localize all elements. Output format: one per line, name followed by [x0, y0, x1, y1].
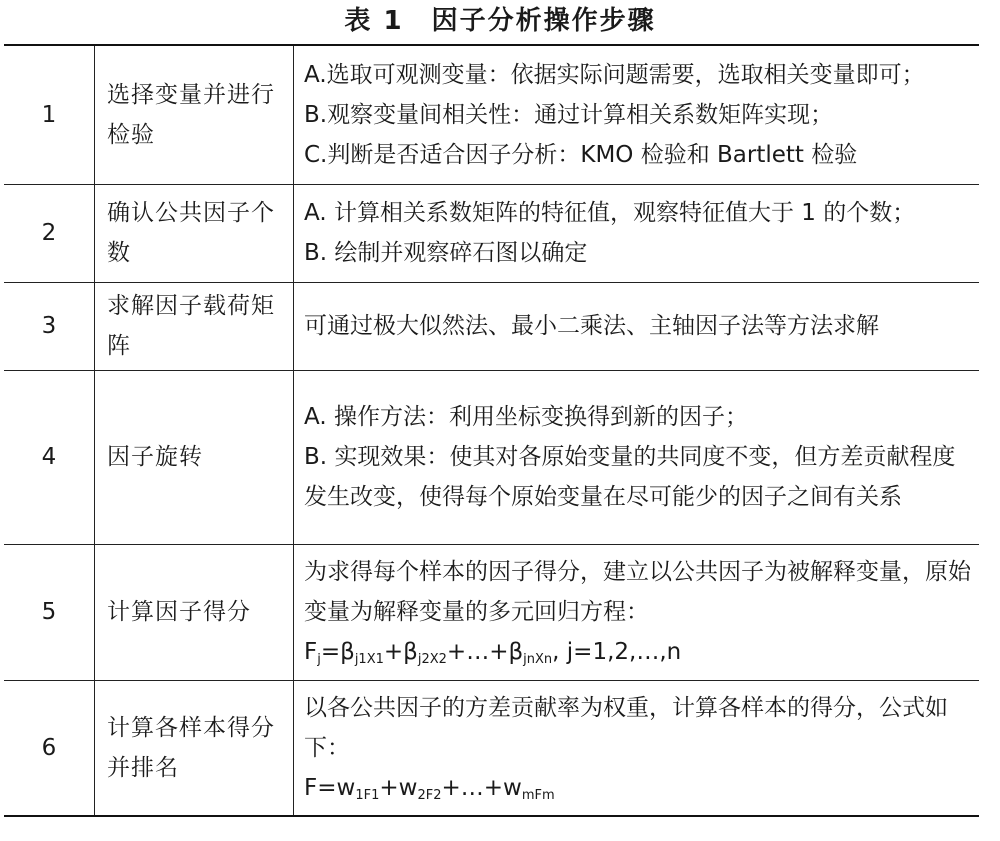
formula-subscript: 1	[375, 652, 384, 667]
step-description	[294, 370, 980, 544]
step-name: 选择变量并进行检验	[95, 45, 294, 184]
score-formula: $F=w_{1F1}+w_{2F2}+\dots+w_{mFm}$	[304, 774, 555, 803]
step-description	[294, 680, 980, 816]
step-name: 计算各样本得分并排名	[95, 680, 294, 816]
formula-subscript: jnX	[523, 652, 544, 667]
step-description	[294, 544, 980, 680]
table-row	[4, 544, 979, 680]
formula-subscript: n	[543, 652, 553, 667]
formula-subscript: 2	[433, 787, 442, 803]
formula-subscript: j2X	[417, 652, 439, 667]
table-row	[4, 45, 979, 184]
step-number: 6	[4, 680, 95, 816]
formula-subscript: 2	[438, 652, 447, 667]
factor-analysis-steps-table	[4, 44, 979, 817]
formula-subscript: j1X	[354, 652, 376, 667]
description-line: A.选取可观测变量：依据实际问题需要，选取相关变量即可；	[304, 61, 925, 88]
step-description	[294, 184, 980, 282]
regression-formula: $F_j=\beta_{j1X1}+\beta_{j2X2}+\dots+\beta_{jnXn}$, j=1,2,…,n	[304, 639, 682, 667]
formula-subscript: 1	[371, 787, 380, 803]
step-number: 4	[4, 370, 95, 544]
step-number: 5	[4, 544, 95, 680]
description-line: C.判断是否适合因子分析：KMO 检验和 Bartlett 检验	[304, 141, 858, 168]
description-line: B. 实现效果：使其对各原始变量的共同度不变，但方差贡献程度发生改变，使得每个原始变量在尽可能少的因子之间有关系	[304, 444, 956, 510]
formula-subscript: mF	[521, 787, 542, 803]
step-name: 计算因子得分	[95, 544, 294, 680]
step-name: 确认公共因子个数	[95, 184, 294, 282]
description-line: 为求得每个样本的因子得分，建立以公共因子为被解释变量，原始变量为解释变量的多元回归方程：	[304, 559, 971, 625]
table-title: 表 1 因子分析操作步骤	[344, 6, 656, 36]
formula-subscript: 2F	[417, 787, 434, 803]
table-row	[4, 184, 979, 282]
table-row	[4, 370, 979, 544]
formula-subscript: m	[541, 787, 555, 803]
step-description	[294, 282, 980, 370]
step-number: 3	[4, 282, 95, 370]
step-number: 1	[4, 45, 95, 184]
description-line: B. 绘制并观察碎石图以确定	[304, 240, 588, 266]
description-line: B.观察变量间相关性：通过计算相关系数矩阵实现；	[304, 101, 834, 128]
table-row	[4, 680, 979, 816]
step-name: 求解因子载荷矩阵	[95, 282, 294, 370]
step-number: 2	[4, 184, 95, 282]
description-line: 可通过极大似然法、最小二乘法、主轴因子法等方法求解	[304, 313, 879, 339]
formula-subscript: 1F	[355, 787, 372, 803]
step-name: 因子旋转	[95, 370, 294, 544]
formula-subscript: j	[317, 652, 321, 667]
description-line: A. 操作方法：利用坐标变换得到新的因子；	[304, 404, 748, 430]
description-line: A. 计算相关系数矩阵的特征值，观察特征值大于 1 的个数；	[304, 200, 916, 226]
description-line: 以各公共因子的方差贡献率为权重，计算各样本的得分，公式如下：	[304, 694, 948, 761]
step-description	[294, 45, 980, 184]
table-row	[4, 282, 979, 370]
